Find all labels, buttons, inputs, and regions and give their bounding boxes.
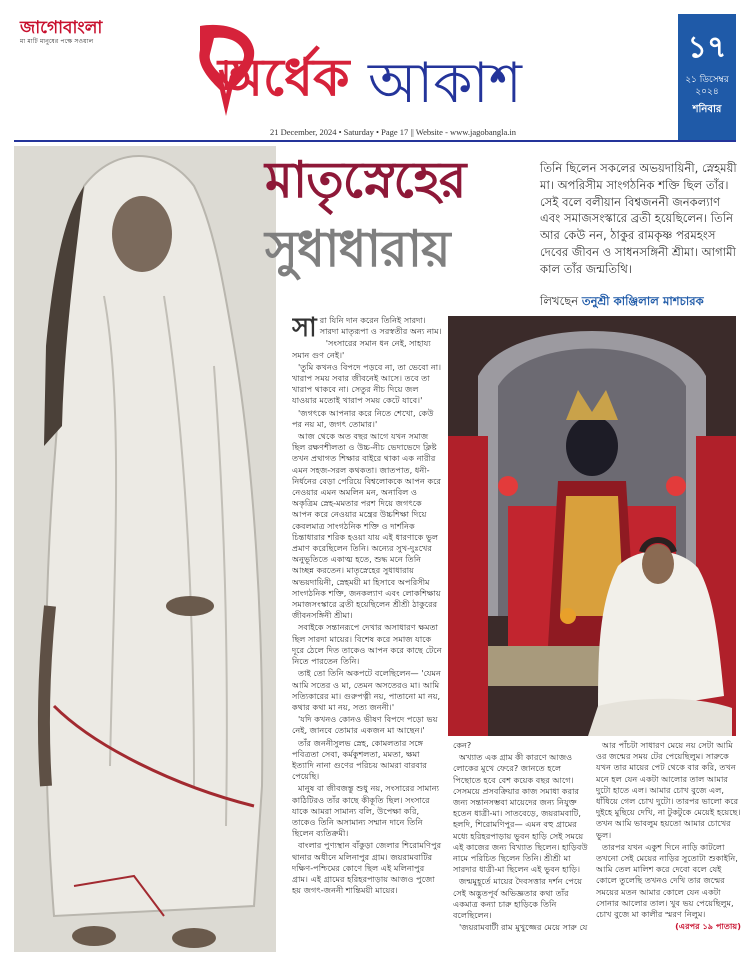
article-column-1 bbox=[292, 315, 442, 955]
page-date-box bbox=[678, 14, 736, 142]
temple-photo bbox=[448, 316, 736, 736]
logo-name: জাগোবাংলা bbox=[20, 18, 103, 38]
article-paragraph: আর পাঁচটা সাধারণ মেয়ে নয় সেটা আমি ওর জন্মের সময় টের পেয়েছিলুম। সারুকে যখন তার মায়ের পেট থেকে বার করি, তখন মনে হল যেন একটা আলোর তাল আমার দুটো হাতে এল। আমার চোখ বুজে এল, ধাঁধিয়ে গেল চোখ দুটো। তারপর ভালো করে দুইহে মুছিয়ে দেখি, না টুকটুকে মেয়েই হয়েছে। তখন আমি ভাবলুম হয়তো আমার চোখের ভুল। bbox=[596, 740, 741, 840]
article-column-3 bbox=[596, 740, 741, 950]
byline bbox=[540, 294, 745, 308]
masthead-rule bbox=[14, 140, 736, 142]
title-ardhek: অর্ধেক bbox=[218, 48, 350, 108]
page-number: ১৭ bbox=[687, 30, 727, 65]
issue-date: ২১ ডিসেম্বর ২০২৪ bbox=[685, 75, 729, 97]
article-intro: তিনি ছিলেন সকলের অভয়দায়িনী, স্নেহময়ী মা। অপরিসীম সাংগঠনিক শক্তি ছিল তাঁর। সেই বলে বলীয়ান বিশ্বজননী জনকল্যাণ এবং সমাজসংস্কারে ব্রতী হয়েছিলেন। তিনি আর কেউ নন, ঠাকুর রামকৃষ্ণ পরমহংস দেবের জীবন ও সাধনসঙ্গিনী শ্রীমা। আগামী কাল তাঁর জন্মতিথি। bbox=[540, 161, 737, 276]
dateline: 21 December, 2024 • Saturday • Page 17 || Website - www.jagobangla.in bbox=[270, 127, 517, 137]
article-paragraph: 'সংসারের সমান ধন নেই, সাহায্য সমান গুণ নেই।' bbox=[292, 338, 431, 360]
sarada-devi-photo bbox=[14, 146, 276, 952]
article-paragraph: অখ্যাত এক গ্রাম কী কারণে আজও লোকের মুখে ফেরে? জানতে হলে পিছোতে হবে বেশ কয়েক বছর আগে। সেসময়ে প্রসবক্রিয়ার কাজ সমাধা করার জন্য সন্তানসম্ভবা মায়েদের জন্য নিযুক্ত হতেন ধাত্রী-মা। সাতবেড়ে, জয়রামবাটি, হলদি, শিরোমণিপুর— এমন বহু গ্রামের মধ্যে হরিহরপাড়ায় ভুবন হাড়ি সেই সময়ে এই কাজের জন্য বিখ্যাত ছিলেন। হাড়িবউ নামে পরিচিত ছিলেন তিনি। শ্রীশ্রী মা সারদার ধাত্রী-মা ছিলেন এই ভুবন হাড়ি। bbox=[453, 752, 588, 875]
headline-line2: সুধাধারায় bbox=[265, 220, 450, 278]
sarada-devi-figure bbox=[14, 146, 276, 952]
article-paragraph: 'যদি কখনও কোনও ভীষণ বিপদে পড়ো ভয় নেই, জানবে তোমার একজন মা আছেন।' bbox=[292, 714, 438, 736]
drop-cap: সা bbox=[292, 315, 317, 343]
article-paragraph: 'জয়রামবাটী রাম মুখুজ্জের মেয়ে সারু যে bbox=[459, 922, 588, 933]
article-paragraph: আজ থেকে অত বছর আগে যখন সমাজ ছিল রক্ষণশীলতা ও উচ্চ-নীচ ভেদাভেদে ক্লিষ্ট তখন প্রথাগত শিক্ষার বাইরে থাকা এক নারীর এমন সহজ-সরল কথকতা। জাতপাত, ধনী-নির্ধনের বেড়া পেরিয়ে বিশ্বলোককে আপন করে নেওয়ার এমন অমলিন মন, অনাবিল ও অকৃত্রিম স্নেহ-মমতার পরশ দিয়ে জগৎকে আপন করে নেওয়ার মন্ত্রের উচ্চশিক্ষা দিয়ে কেবলমাত্র সাংগঠনিক শক্তি ও দার্শনিক চিন্তাধারার শরিক হওয়া যায় এই ধারণাকে ভুল প্রমাণ করেছিলেন তিনি। অন্যের সুখ-দুঃখের অনুভূতিতে একাত্ম হতে, শুদ্ধ মনে তিনি আচ্ছন্ন করতেন। মাতৃস্নেহের সুধাধারায় অভয়দায়িনী, স্নেহময়ী মা হিসাবে অপরিসীম সাংগঠনিক শক্তি, জনকল্যাণ এবং লোকশিক্ষায় সমাজসংস্কারে ব্রতী হয়েছিলেন শ্রীশ্রী ঠাকুরের জীবনসঙ্গিনী শ্রীমা। bbox=[292, 431, 442, 621]
article-paragraph: সবাইকে সন্তানরূপে দেখার অসাধারণ ক্ষমতা ছিল সারদা মায়ের। বিশেষ করে সমাজ যাকে দূরে ঠেলে দিত তাকেও আপন করে কাছে টেনে নিতে পারতেন তিনি। bbox=[292, 622, 442, 667]
title-akash: আকাশ bbox=[368, 51, 522, 116]
article-paragraph: তাঁর জননীসুলভ স্নেহ, কোমলতার সঙ্গে পবিত্রতা সেবা, কর্মকুশলতা, মমতা, ক্ষমা ইত্যাদি নানা গুণের পরিচয় আমরা বারবার পেয়েছি। bbox=[292, 737, 427, 782]
kali-temple-scene bbox=[448, 316, 736, 736]
section-title bbox=[192, 20, 612, 125]
headline-line1: মাতৃস্নেহের bbox=[265, 151, 466, 209]
issue-day: শনিবার bbox=[692, 104, 722, 115]
jagobangla-logo[interactable] bbox=[20, 18, 130, 50]
article-paragraph: তাই তো তিনি অকপটে বলেছিলেন— 'যেমন আমি সতের ও মা, তেমন অসতেরও মা। আমি সত্যিকারের মা। গুরুপত্নী নয়, পাতানো মা নয়, কথার কথা মা নয়, সত্য জননী।' bbox=[292, 668, 441, 712]
logo-tagline: মা মাটি মানুষের পক্ষে সওয়াল bbox=[20, 38, 94, 45]
article-paragraph: মানুষ বা জীবজন্তু শুধু নয়, সংসারের সামান্য কাঠিটিরও তাঁর কাছে কীকূতি ছিল। সংসারে যাকে আমরা সামান্য বলি, উপেক্ষা করি, তাকেও তিনি অসামান্য সম্মান দানে তিনি ছিলেন ব্যতিক্রমী। bbox=[292, 783, 439, 839]
article-paragraph: 'জগৎকে আপনার করে নিতে শেখো, কেউ পর নয় মা, জগৎ তোমার।' bbox=[292, 407, 434, 429]
article-paragraph: তারপর যখন একুশ দিনে নাড়ি কাটলো তখনো সেই মেয়ের নাড়ির সুতোটা শুকাইনি, আমি তেল মালিশ করে দেবো বলে যেই কোলে তুলেছি তখনও দেখি তার জন্মের সময়ের মতন আমার কোলে যেন একটা সোনার আলোর তাল। খুব ভয় পেয়েছিলুম, চোখ বুজে মা কালীর স্মরণ নিলুম। bbox=[596, 841, 738, 920]
article-paragraph: বাংলার পুণ্যস্থান বাঁকুড়া জেলার শিরোমণিপুর থানার অধীনে মলিনাপুর গ্রাম। জয়রামবাটির দক্ষিণ-পশ্চিমের কোণে ছিল এই মলিনাপুর গ্রাম। এই গ্রামের হরিহরপাড়ায় আজও পুজো হয় জগৎ-জননী শান্তিময়ী মায়ের। bbox=[292, 840, 442, 896]
article-paragraph: কেন? bbox=[453, 740, 472, 750]
byline-author: তনুশ্রী কাঞ্জিলাল মাশচারক bbox=[581, 294, 704, 308]
continued-note: (এরপর ১৯ পাতায়) bbox=[675, 921, 741, 932]
byline-prefix: লিখছেন bbox=[540, 294, 579, 308]
article-paragraph: 'তুমি কখনও বিপদে পড়বে না, তা ভেবো না। খারাপ সময় সবার জীবনেই আসে। তবে তা খারাপ থাকবে না। সেতুর নীচ দিয়ে জল যাওয়ার মতোই খারাপ সময় কেটে যাবে।' bbox=[292, 361, 442, 406]
article-column-2 bbox=[453, 740, 590, 950]
article-paragraph: সারা যিনি দান করেন তিনিই সারদা। সারদা মাতৃরূপা ও সরস্বতীর অন্য নাম। bbox=[292, 315, 442, 343]
article-paragraph: জন্মমুহূর্তে মায়ের দৈবসত্তার দর্শন পেয়ে সেই অদ্ভুতপূর্ব অভিজ্ঞতার কথা তাঁর একমাত্র কন্যা চারু হাড়িকে তিনি বলেছিলেন। bbox=[453, 876, 583, 921]
